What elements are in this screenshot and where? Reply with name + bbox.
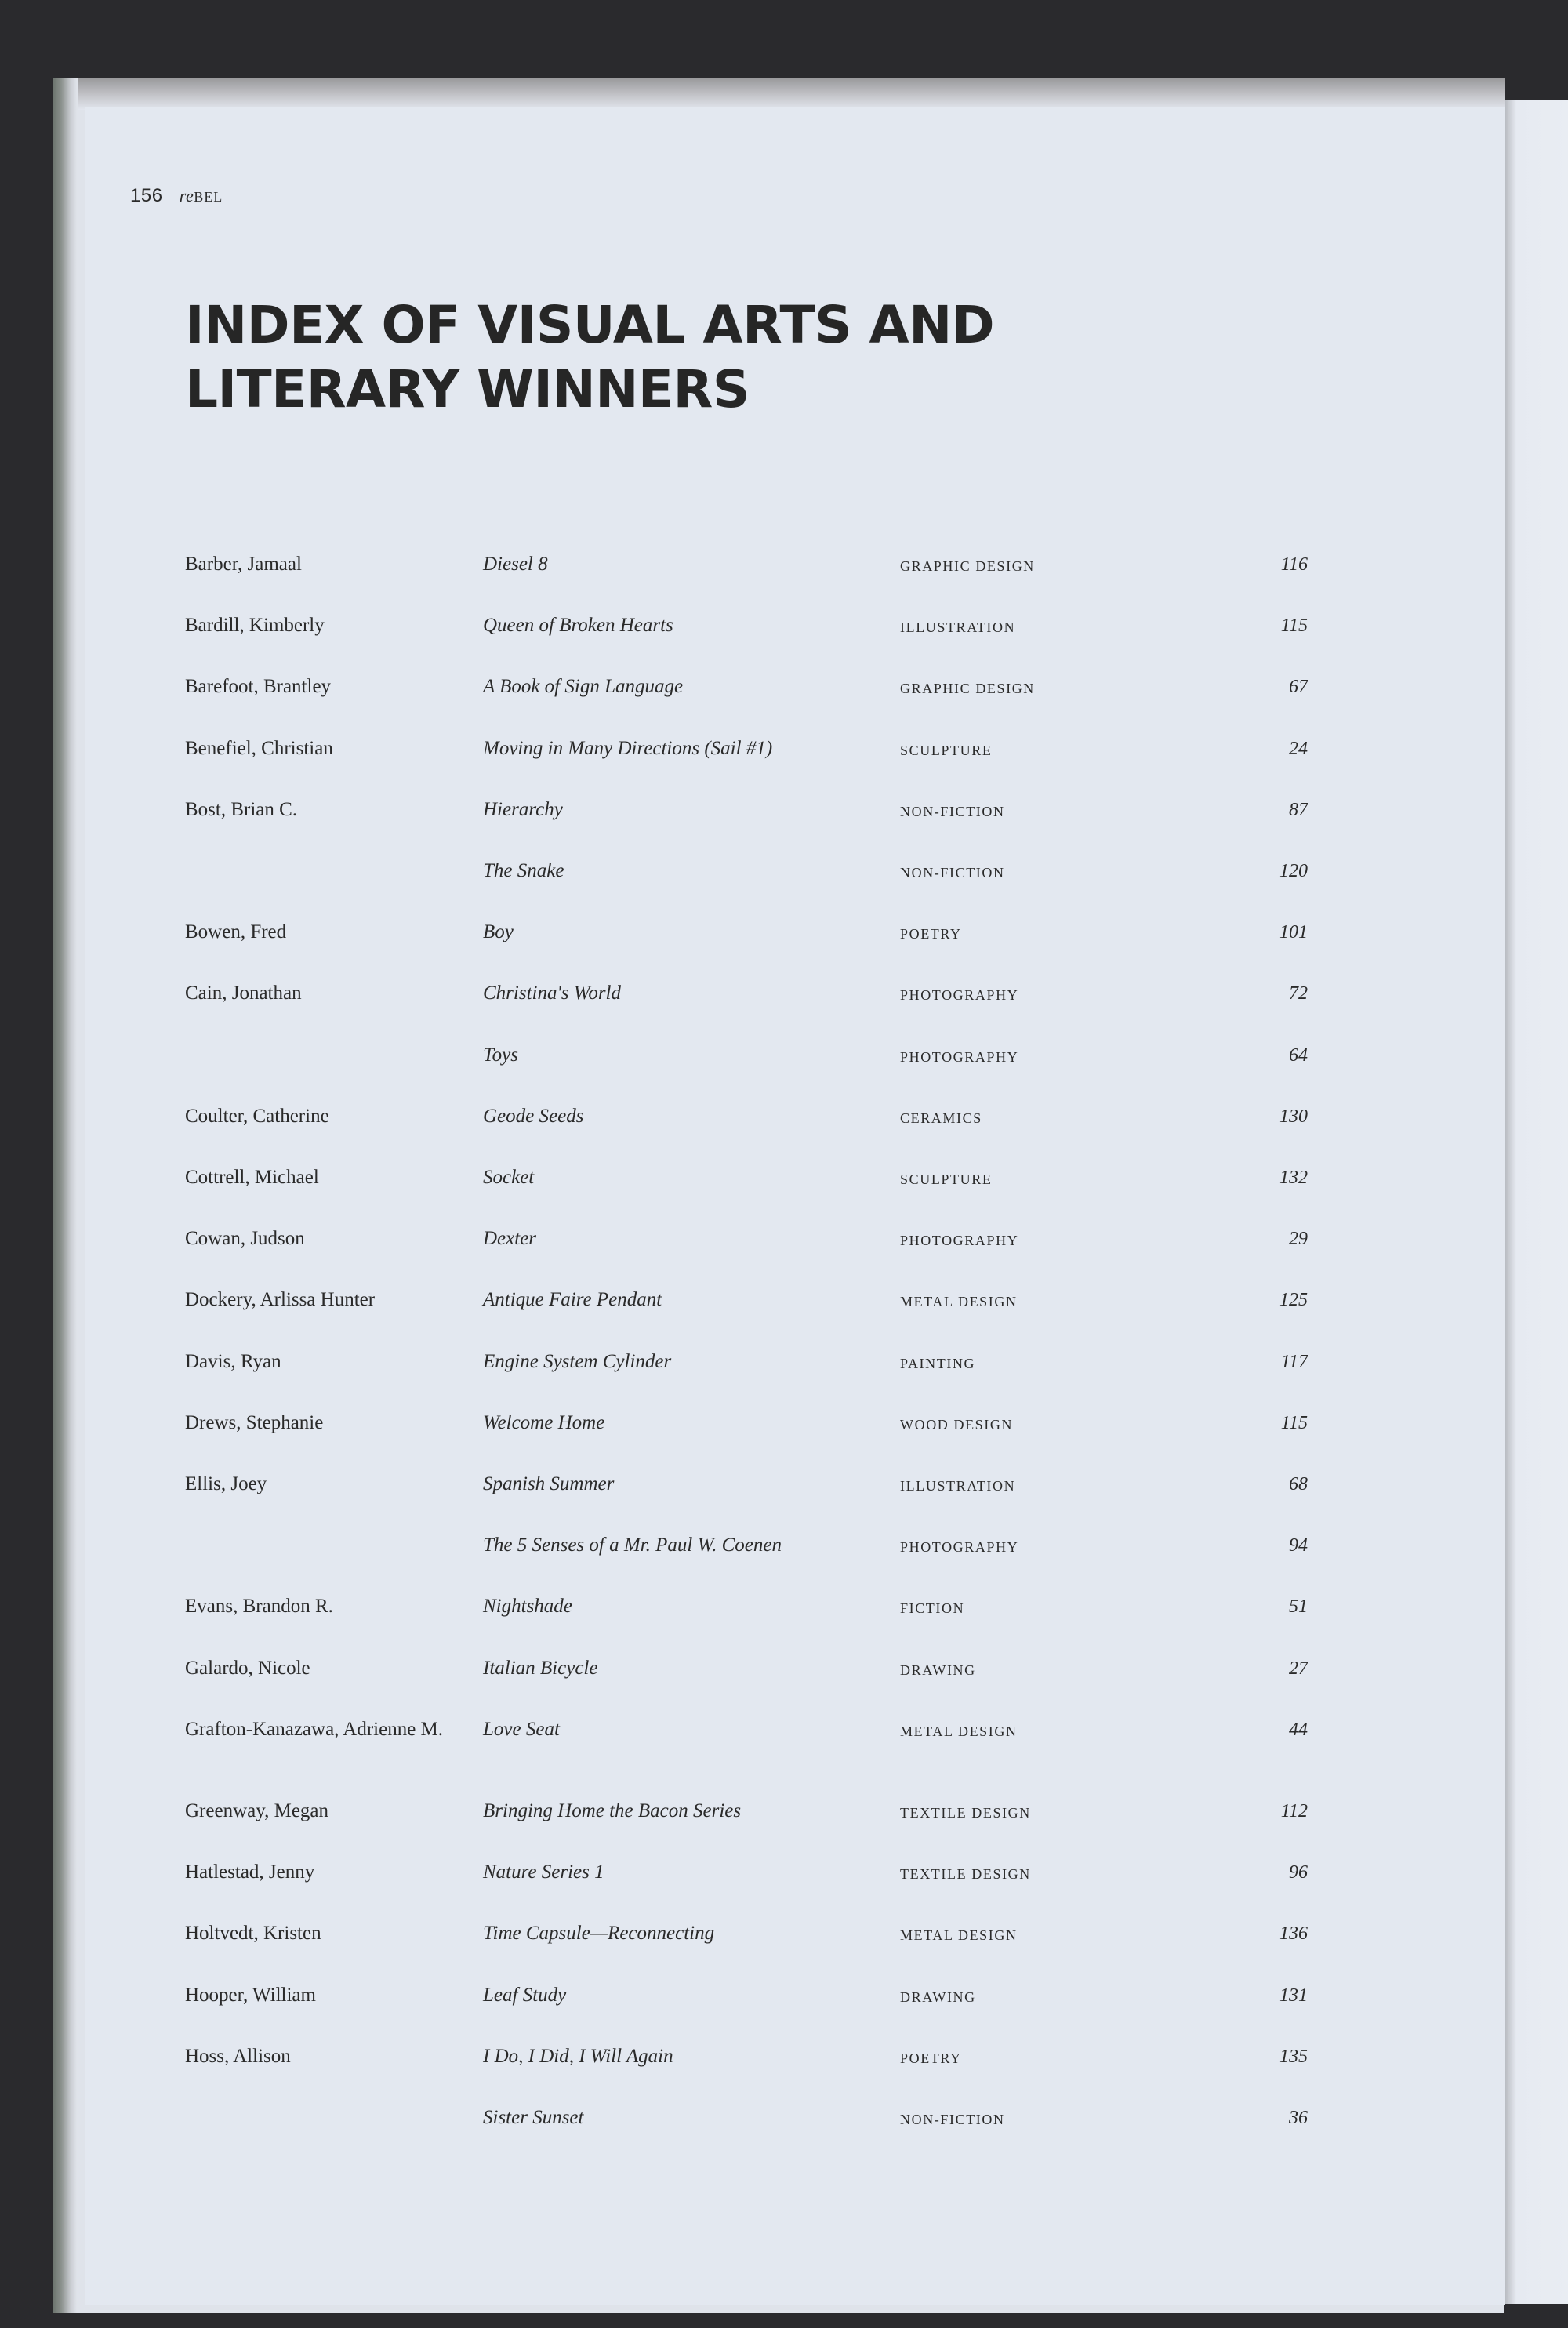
entry-work-title: Dexter bbox=[483, 1228, 537, 1250]
entry-work-title: Leaf Study bbox=[483, 1984, 567, 2006]
index-entry bbox=[85, 921, 1505, 976]
entry-name: Cain, Jonathan bbox=[185, 982, 302, 1004]
entry-category: CERAMICS bbox=[900, 1110, 982, 1126]
entry-page-number: 94 bbox=[1289, 1535, 1308, 1556]
index-entry bbox=[85, 738, 1505, 793]
entry-category: METAL DESIGN bbox=[900, 1927, 1018, 1944]
entry-name: Hatlestad, Jenny bbox=[185, 1861, 315, 1883]
entry-name: Greenway, Megan bbox=[185, 1800, 329, 1821]
index-entry bbox=[85, 1923, 1505, 1978]
entry-work-title: Moving in Many Directions (Sail #1) bbox=[483, 737, 773, 759]
entry-page-number: 24 bbox=[1289, 738, 1308, 759]
entry-work-title: Toys bbox=[483, 1044, 518, 1066]
entry-page-number: 112 bbox=[1280, 1801, 1308, 1821]
index-entry bbox=[85, 2046, 1505, 2101]
entry-category: DRAWING bbox=[900, 1662, 976, 1678]
entry-category: TEXTILE DESIGN bbox=[900, 1866, 1031, 1883]
entry-category: DRAWING bbox=[900, 1988, 976, 2005]
entry-category: NON-FICTION bbox=[900, 803, 1005, 819]
index-entry bbox=[85, 554, 1505, 608]
entry-work-title: Queen of Broken Hearts bbox=[483, 615, 673, 637]
entry-category: METAL DESIGN bbox=[900, 1723, 1018, 1739]
entry-category: WOOD DESIGN bbox=[900, 1416, 1014, 1433]
entry-name: Davis, Ryan bbox=[185, 1350, 281, 1372]
entry-name: Barefoot, Brantley bbox=[185, 676, 332, 698]
entry-work-title: Engine System Cylinder bbox=[483, 1350, 672, 1372]
entry-page-number: 132 bbox=[1279, 1168, 1308, 1188]
entry-name: Cowan, Judson bbox=[185, 1228, 305, 1250]
page-stack-top bbox=[78, 78, 1505, 110]
entry-work-title: The 5 Senses of a Mr. Paul W. Coenen bbox=[483, 1534, 782, 1556]
entry-name: Galardo, Nicole bbox=[185, 1657, 310, 1679]
index-entry bbox=[85, 676, 1505, 731]
entry-page-number: 36 bbox=[1289, 2108, 1308, 2128]
entry-category: PHOTOGRAPHY bbox=[900, 987, 1019, 1004]
entry-name: Ellis, Joey bbox=[185, 1473, 267, 1494]
entry-category: ILLUSTRATION bbox=[900, 1478, 1016, 1494]
entry-work-title: Love Seat bbox=[483, 1718, 560, 1740]
entry-page-number: 101 bbox=[1279, 922, 1308, 943]
entry-category: GRAPHIC DESIGN bbox=[900, 681, 1035, 697]
entry-work-title: Sister Sunset bbox=[483, 2107, 584, 2128]
entry-name: Hooper, William bbox=[185, 1984, 316, 2006]
index-entry bbox=[85, 1289, 1505, 1344]
running-head bbox=[130, 185, 223, 207]
index-entry bbox=[85, 1473, 1505, 1528]
entry-category: FICTION bbox=[900, 1600, 965, 1617]
entry-category: PAINTING bbox=[900, 1355, 976, 1371]
entry-category: SCULPTURE bbox=[900, 742, 993, 758]
entry-page-number: 67 bbox=[1289, 677, 1308, 698]
index-entry bbox=[85, 1351, 1505, 1406]
entry-page-number: 64 bbox=[1289, 1044, 1308, 1066]
entry-page-number: 115 bbox=[1280, 1412, 1308, 1433]
entry-work-title: I Do, I Did, I Will Again bbox=[483, 2045, 673, 2067]
entry-name: Grafton-Kanazawa, Adrienne M. bbox=[185, 1718, 444, 1740]
index-entry bbox=[85, 1534, 1505, 1589]
index-entry bbox=[85, 1800, 1505, 1855]
entry-category: PHOTOGRAPHY bbox=[900, 1233, 1019, 1249]
entry-work-title: Boy bbox=[483, 921, 514, 943]
entry-page-number: 135 bbox=[1279, 2046, 1308, 2067]
entry-category: TEXTILE DESIGN bbox=[900, 1805, 1031, 1821]
index-entry bbox=[85, 1167, 1505, 1222]
index-page bbox=[85, 107, 1505, 2305]
entry-work-title: Welcome Home bbox=[483, 1411, 605, 1433]
entry-work-title: Antique Faire Pendant bbox=[483, 1289, 662, 1311]
index-entry bbox=[85, 1596, 1505, 1651]
entry-page-number: 68 bbox=[1289, 1474, 1308, 1494]
entry-page-number: 115 bbox=[1280, 616, 1308, 637]
entry-work-title: A Book of Sign Language bbox=[483, 676, 684, 698]
entry-name: Coulter, Catherine bbox=[185, 1105, 329, 1127]
entry-name: Drews, Stephanie bbox=[185, 1411, 324, 1433]
entry-category: GRAPHIC DESIGN bbox=[900, 558, 1035, 574]
title-line-2: LITERARY WINNERS bbox=[185, 359, 750, 419]
entry-page-number: 27 bbox=[1289, 1658, 1308, 1679]
entry-page-number: 29 bbox=[1289, 1229, 1308, 1250]
index-entry bbox=[85, 615, 1505, 670]
entry-category: POETRY bbox=[900, 2050, 962, 2066]
index-entry bbox=[85, 2107, 1505, 2162]
entry-name: Hoss, Allison bbox=[185, 2045, 291, 2067]
entry-page-number: 51 bbox=[1289, 1596, 1308, 1618]
entry-page-number: 130 bbox=[1279, 1106, 1308, 1127]
entry-work-title: Hierarchy bbox=[483, 798, 563, 820]
entry-name: Bowen, Fred bbox=[185, 921, 287, 943]
entry-page-number: 120 bbox=[1279, 861, 1308, 881]
magazine-name: reBEL bbox=[179, 186, 223, 205]
index-entry bbox=[85, 1106, 1505, 1160]
entry-name: Dockery, Arlissa Hunter bbox=[185, 1289, 376, 1311]
entry-name: Bost, Brian C. bbox=[185, 798, 298, 820]
entry-work-title: Spanish Summer bbox=[483, 1473, 615, 1494]
entry-category: NON-FICTION bbox=[900, 2112, 1005, 2127]
facing-page bbox=[1505, 100, 1568, 2304]
entry-category: PHOTOGRAPHY bbox=[900, 1048, 1019, 1065]
entry-page-number: 117 bbox=[1280, 1351, 1308, 1372]
entry-page-number: 116 bbox=[1280, 554, 1308, 575]
entry-name: Barber, Jamaal bbox=[185, 554, 302, 575]
entry-page-number: 125 bbox=[1279, 1290, 1308, 1311]
entry-name: Benefiel, Christian bbox=[185, 737, 333, 759]
entry-page-number: 72 bbox=[1289, 983, 1308, 1004]
entry-name: Bardill, Kimberly bbox=[185, 615, 325, 637]
entry-page-number: 131 bbox=[1279, 1985, 1308, 2006]
title-line-1: INDEX OF VISUAL ARTS AND bbox=[185, 295, 995, 355]
index-entry bbox=[85, 1861, 1505, 1916]
entry-name: Evans, Brandon R. bbox=[185, 1596, 333, 1618]
index-entry bbox=[85, 799, 1505, 854]
entry-work-title: Nature Series 1 bbox=[483, 1861, 604, 1883]
index-entry bbox=[85, 860, 1505, 915]
index-entry bbox=[85, 1412, 1505, 1467]
entry-work-title: Christina's World bbox=[483, 982, 622, 1004]
entry-category: ILLUSTRATION bbox=[900, 619, 1016, 636]
entry-work-title: Time Capsule—Reconnecting bbox=[483, 1923, 715, 1945]
index-entry bbox=[85, 982, 1505, 1037]
entry-page-number: 136 bbox=[1279, 1923, 1308, 1945]
entry-page-number: 96 bbox=[1289, 1862, 1308, 1883]
entry-work-title: Italian Bicycle bbox=[483, 1657, 598, 1679]
index-entry bbox=[85, 1658, 1505, 1712]
page-number: 156 bbox=[130, 185, 163, 206]
index-entry bbox=[85, 1044, 1505, 1099]
entry-page-number: 87 bbox=[1289, 799, 1308, 820]
page-title bbox=[185, 293, 1204, 422]
entry-category: POETRY bbox=[900, 926, 962, 942]
index-entry bbox=[85, 1985, 1505, 2039]
entry-name: Cottrell, Michael bbox=[185, 1167, 319, 1188]
entry-name: Holtvedt, Kristen bbox=[185, 1923, 321, 1945]
entry-work-title: Bringing Home the Bacon Series bbox=[483, 1800, 742, 1821]
entry-category: PHOTOGRAPHY bbox=[900, 1539, 1019, 1556]
entry-work-title: Diesel 8 bbox=[483, 554, 548, 575]
entry-category: NON-FICTION bbox=[900, 865, 1005, 881]
entry-work-title: The Snake bbox=[483, 860, 564, 881]
entry-work-title: Geode Seeds bbox=[483, 1105, 584, 1127]
entry-work-title: Socket bbox=[483, 1167, 535, 1188]
entry-work-title: Nightshade bbox=[483, 1596, 572, 1618]
index-entry bbox=[85, 1228, 1505, 1283]
entry-category: METAL DESIGN bbox=[900, 1294, 1018, 1310]
entry-page-number: 44 bbox=[1289, 1719, 1308, 1740]
entry-category: SCULPTURE bbox=[900, 1171, 993, 1187]
index-entry bbox=[85, 1719, 1505, 1774]
